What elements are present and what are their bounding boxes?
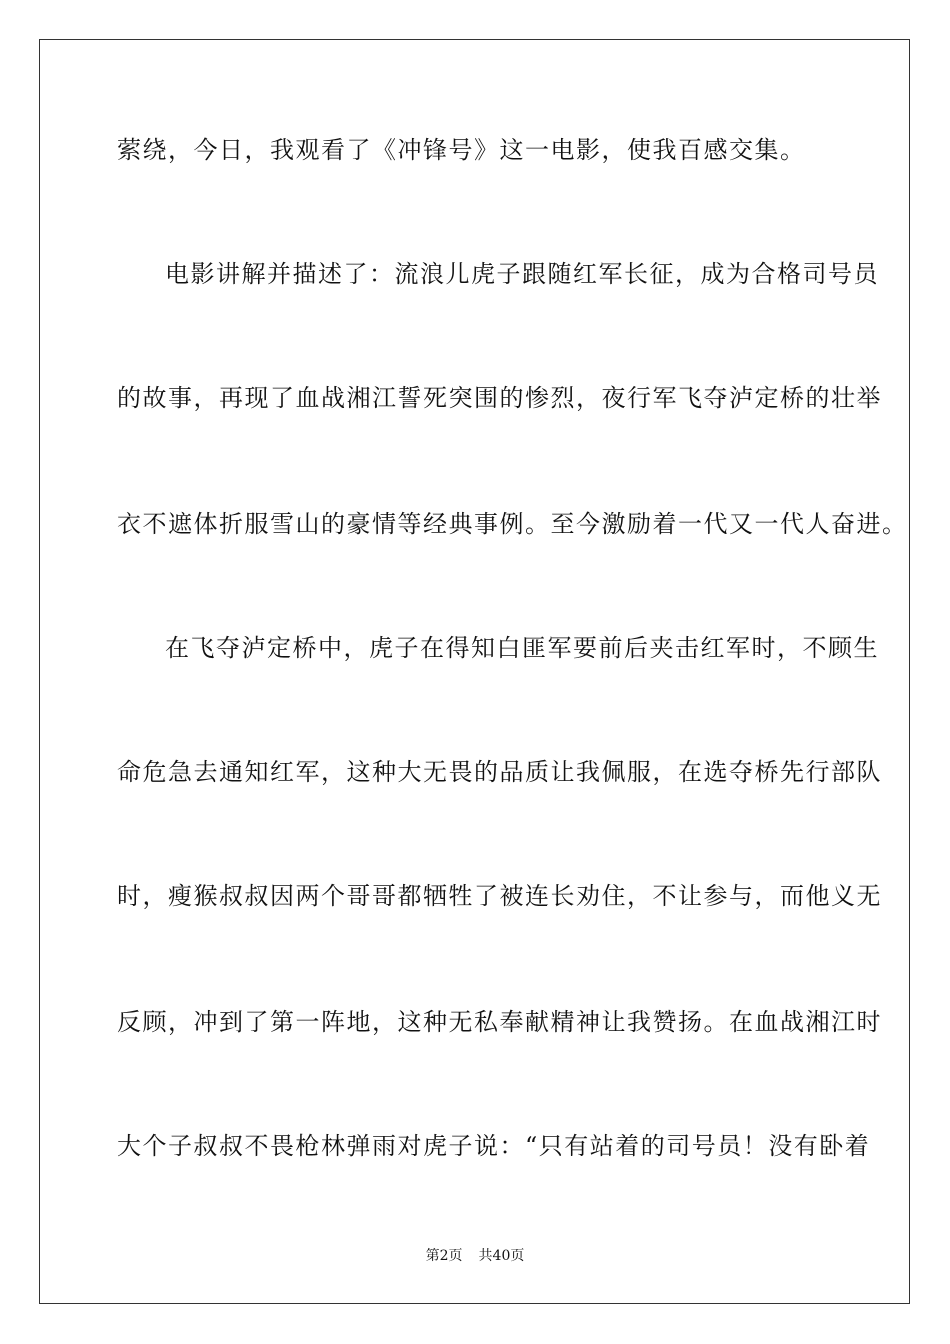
text-line-9: 大个子叔叔不畏枪林弹雨对虎子说：“只有站着的司号员！没有卧着 [117,1132,871,1160]
page-footer [0,1247,950,1265]
text-line-7: 时，瘦猴叔叔因两个哥哥都牺牲了被连长劝住，不让参与，而他义无 [117,882,882,910]
text-line-4: 衣不遮体折服雪山的豪情等经典事例。至今激励着一代又一代人奋进。 [117,510,908,538]
total-pages: 共40页 [478,1248,525,1264]
page-number: 第2页 [425,1248,463,1264]
text-line-2: 电影讲解并描述了：流浪儿虎子跟随红军长征，成为合格司号员 [165,260,879,288]
text-line-8: 反顾，冲到了第一阵地，这种无私奉献精神让我赞扬。在血战湘江时 [117,1008,882,1036]
page-border [39,39,910,1304]
text-line-1: 萦绕，今日，我观看了《冲锋号》这一电影，使我百感交集。 [117,136,806,164]
text-line-3: 的故事，再现了血战湘江誓死突围的惨烈，夜行军飞夺泸定桥的壮举 [117,384,882,412]
text-line-6: 命危急去通知红军，这种大无畏的品质让我佩服，在选夺桥先行部队 [117,758,882,786]
text-line-5: 在飞夺泸定桥中，虎子在得知白匪军要前后夹击红军时，不顾生 [165,634,879,662]
